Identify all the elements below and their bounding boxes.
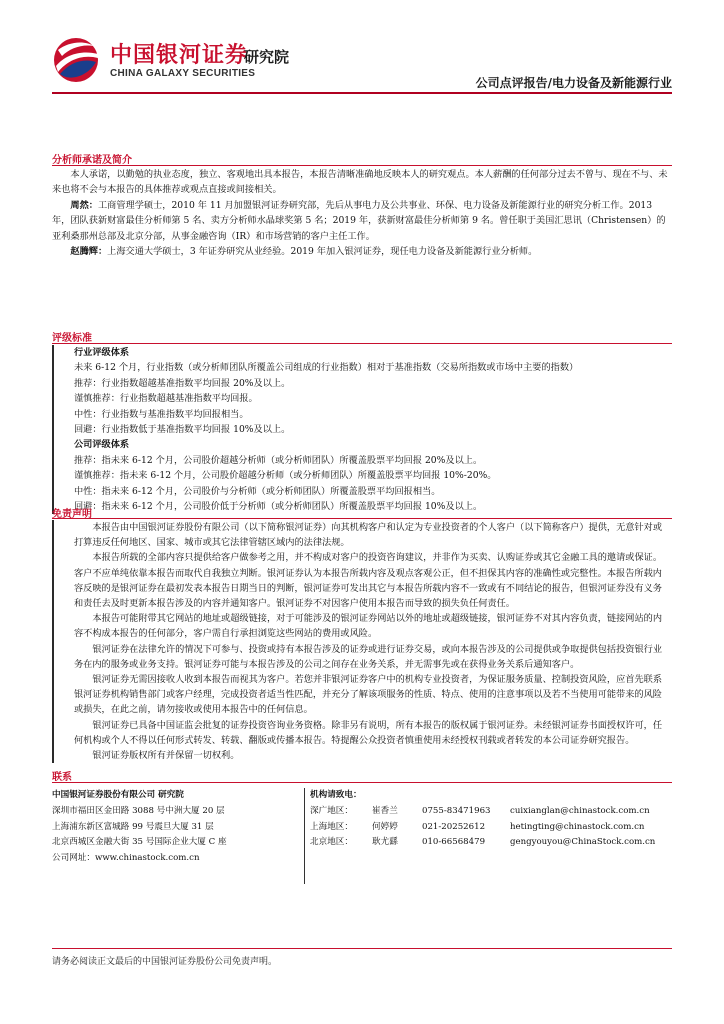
header-divider	[52, 92, 672, 94]
rating-section-rule	[52, 343, 672, 344]
disclaimer-paragraph: 银河证券在法律允许的情况下可参与、投资或持有本报告涉及的证券或进行证券交易，或向本报告涉及的公司提供或争取提供包括投资银行业务在内的服务或业务支持。银河证券可能与本报告涉及的公司之间存在业务关系，并无需事先或在获得业务关系后通知客户。	[74, 643, 663, 670]
sales-tel: 0755-83471963	[422, 805, 491, 816]
company-rating-item: 谨慎推荐：指未来 6-12 个月，公司股价超越分析师（或分析师团队）所覆盖股票平均回报 10%-20%。	[74, 470, 497, 482]
disclaimer-section-title: 免责声明	[52, 509, 92, 520]
contact-website: 公司网址：www.chinastock.com.cn	[52, 853, 200, 864]
contact-address: 深圳市福田区金田路 3088 号中洲大厦 20 层	[52, 805, 225, 816]
industry-rating-item: 推荐：行业指数超越基准指数平均回报 20%及以上。	[74, 377, 291, 389]
industry-rating-item: 谨慎推荐：行业指数超越基准指数平均回报。	[74, 393, 258, 405]
sales-name: 耿尤繇	[372, 837, 398, 848]
galaxy-logo-icon	[52, 36, 100, 84]
disclaimer-section-body	[52, 520, 670, 763]
contact-company	[52, 788, 297, 867]
disclaimer-section-rule	[52, 518, 672, 519]
contact-company-name: 中国银河证券股份有限公司 研究院	[52, 790, 184, 800]
sales-name: 崔香兰	[372, 805, 398, 816]
analyst-zhou-text: 工商管理学硕士，2010 年 11 月加盟银河证券研究部，先后从事电力及公共事业、环保、电力设备及新能源行业的研究分析工作。2013 年，团队获新财富最佳分析师第 5 名、卖方分析师水晶球奖第 5 名；2019 年，获新财富最佳分析师第 9 名。曾任职于美国汇思讯（Christensen）的亚利桑那州总部及北京分部，从事金融咨询（IR）和市场营销的客户主任工作。	[52, 199, 666, 242]
analyst-zhao	[52, 244, 668, 259]
sales-email[interactable]: gengyouyou@ChinaStock.com.cn	[510, 837, 656, 848]
sales-region: 深广地区：	[310, 805, 353, 816]
analyst-section-rule	[52, 165, 672, 166]
contact-sales-row	[310, 835, 672, 851]
contact-section-rule	[52, 782, 672, 783]
footer-divider	[52, 948, 672, 949]
disclaimer-paragraph: 银河证券版权所有并保留一切权利。	[92, 750, 240, 762]
contact-sales-title: 机构请致电：	[310, 790, 362, 800]
industry-rating-item: 中性：行业指数与基准指数平均回报相当。	[74, 408, 249, 420]
contact-section-title: 联系	[52, 772, 72, 783]
rating-section-body	[52, 345, 670, 514]
sales-region: 上海地区：	[310, 821, 353, 832]
industry-rating-item: 回避：行业指数低于基准指数平均回报 10%及以上。	[74, 424, 291, 436]
company-rating-title: 公司评级体系	[74, 439, 130, 451]
contact-sales	[310, 788, 672, 851]
page-header	[52, 36, 672, 92]
analyst-zhou	[52, 198, 668, 244]
disclaimer-paragraph: 本报告可能附带其它网站的地址或超级链接，对于可能涉及的银河证券网站以外的地址或超级链接，银河证券不对其内容负责，链接网站的内容不构成本报告的任何部分，客户需自行承担浏览这些网站的费用或风险。	[74, 613, 663, 640]
disclaimer-paragraph: 银河证券已具备中国证监会批复的证券投资咨询业务资格。除非另有说明，所有本报告的版权属于银河证券。未经银河证券书面授权许可，任何机构或个人不得以任何形式转发、转载、翻版或传播本报告。特提醒公众投资者慎重使用未经授权刊载或者转发的本公司证券研究报告。	[74, 719, 663, 746]
disclaimer-paragraph: 本报告由中国银河证券股份有限公司（以下简称银河证券）向其机构客户和认定为专业投资者的个人客户（以下简称客户）提供，无意针对或打算违反任何地区、国家、城市或其它法律管辖区域内的法律法规。	[74, 522, 663, 549]
sales-email[interactable]: hetingting@chinastock.com.cn	[510, 821, 645, 832]
report-type: 公司点评报告/电力设备及新能源行业	[475, 76, 672, 90]
contact-address: 北京西城区金融大街 35 号国际企业大厦 C 座	[52, 837, 227, 848]
sales-region: 北京地区：	[310, 837, 353, 848]
contact-sales-row	[310, 820, 672, 836]
sales-email[interactable]: cuixianglan@chinastock.com.cn	[510, 805, 650, 816]
company-rating-item: 回避：指未来 6-12 个月，公司股价低于分析师（或分析师团队）所覆盖股票平均回报 10%及以上。	[74, 501, 483, 513]
industry-rating-intro: 未来 6-12 个月，行业指数（或分析师团队所覆盖公司组成的行业指数）相对于基准指数（交易所指数或市场中主要的指数）	[74, 362, 579, 374]
contact-address: 上海浦东新区富城路 99 号震旦大厦 31 层	[52, 821, 214, 832]
sales-name: 何婷婷	[372, 821, 398, 832]
sales-tel: 021-20252612	[422, 821, 486, 832]
analyst-commitment: 本人承诺，以勤勉的执业态度，独立、客观地出具本报告，本报告清晰准确地反映本人的研究观点。本人薪酬的任何部分过去不曾与、现在不与、未来也将不会与本报告的具体推荐或观点直接或间接相关。	[52, 169, 668, 196]
disclaimer-paragraph: 银河证券无需因接收人收到本报告而视其为客户。若您并非银河证券客户中的机构专业投资者，为保证服务质量、控制投资风险，应首先联系银河证券机构销售部门或客户经理，完成投资者适当性匹配，并充分了解该项服务的性质、特点、使用的注意事项以及若不当使用可能带来的风险或损失，在此之前，请勿接收或使用本报告中的任何信息。	[74, 674, 663, 716]
rating-section-title: 评级标准	[52, 333, 92, 344]
brand-name-en: CHINA GALAXY SECURITIES	[110, 68, 256, 79]
brand-suffix: 研究院	[244, 48, 290, 66]
analyst-section-title: 分析师承诺及简介	[52, 155, 132, 166]
analyst-zhao-label: 赵腾辉：	[70, 246, 108, 258]
brand-name-cn: 中国银河证券	[110, 43, 249, 68]
company-rating-item: 中性：指未来 6-12 个月，公司股价与分析师（或分析师团队）所覆盖股票平均回报相当。	[74, 485, 441, 497]
analyst-zhou-label: 周然：	[70, 199, 98, 211]
analyst-zhao-text: 上海交通大学硕士，3 年证券研究从业经验。2019 年加入银河证券，现任电力设备及新能源行业分析师。	[107, 246, 538, 258]
footer-note: 请务必阅读正文最后的中国银河证券股份公司免责声明。	[52, 957, 278, 967]
contact-divider	[304, 788, 305, 884]
analyst-section-body	[52, 167, 668, 259]
sales-tel: 010-66568479	[422, 837, 486, 848]
contact-sales-row	[310, 804, 672, 820]
disclaimer-paragraph: 本报告所载的全部内容只提供给客户做参考之用，并不构成对客户的投资咨询建议，并非作为买卖、认购证券或其它金融工具的邀请或保证。客户不应单纯依靠本报告而取代自我独立判断。银河证券认为本报告所载内容及观点客观公正，但不担保其内容的准确性或完整性。本报告所载内容反映的是银河证券在最初发表本报告日期当日的判断，银河证券可发出其它与本报告所载内容不一致或有不同结论的报告，但银河证券没有义务和责任去及时更新本报告涉及的内容并通知客户。银河证券不对因客户使用本报告而导致的损失负任何责任。	[74, 552, 663, 610]
company-rating-item: 推荐：指未来 6-12 个月，公司股价超越分析师（或分析师团队）所覆盖股票平均回报 20%及以上。	[74, 454, 483, 466]
industry-rating-title: 行业评级体系	[74, 347, 130, 358]
